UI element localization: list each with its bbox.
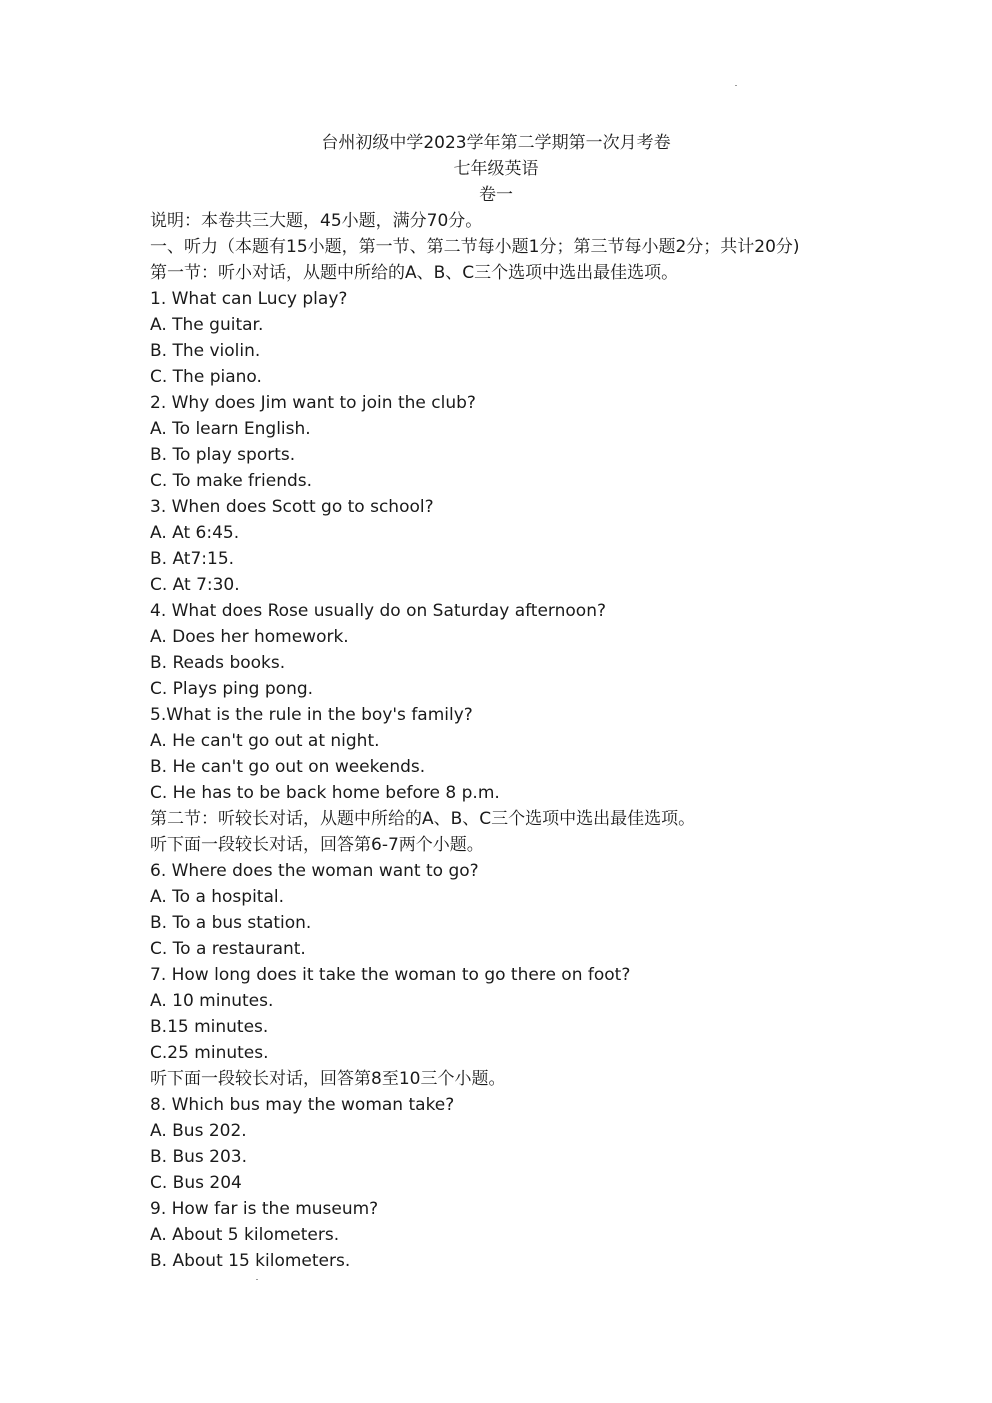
- option: A. At 6:45.: [150, 523, 240, 543]
- exam-title: 台州初级中学2023学年第二学期第一次月考卷: [321, 133, 671, 153]
- scan-speck: [735, 85, 737, 86]
- option: A. To learn English.: [150, 419, 311, 439]
- part-heading: 第一节：听小对话，从题中所给的A、B、C三个选项中选出最佳选项。: [150, 263, 679, 283]
- option: A. To a hospital.: [150, 887, 285, 907]
- option: A. He can't go out at night.: [150, 731, 380, 751]
- exam-subject: 七年级英语: [453, 159, 539, 179]
- instructions: 说明：本卷共三大题，45小题，满分70分。: [150, 211, 483, 231]
- option: B.15 minutes.: [150, 1017, 269, 1037]
- option: C. The piano.: [150, 367, 262, 387]
- option: B. At7:15.: [150, 549, 235, 569]
- question: 9. How far is the museum?: [150, 1199, 379, 1219]
- option: C. Bus 204: [150, 1173, 242, 1193]
- option: A. 10 minutes.: [150, 991, 274, 1011]
- option: C. To a restaurant.: [150, 939, 306, 959]
- option: C. At 7:30.: [150, 575, 240, 595]
- option: C. To make friends.: [150, 471, 313, 491]
- dialogue-instruction: 听下面一段较长对话，回答第8至10三个小题。: [150, 1069, 506, 1089]
- exam-volume: 卷一: [479, 185, 513, 205]
- exam-body: [150, 208, 870, 1274]
- option: B. He can't go out on weekends.: [150, 757, 426, 777]
- option: C. He has to be back home before 8 p.m.: [150, 783, 500, 803]
- option: B. To play sports.: [150, 445, 296, 465]
- question: 1. What can Lucy play?: [150, 289, 348, 309]
- option: B. About 15 kilometers.: [150, 1251, 351, 1271]
- option: B. Reads books.: [150, 653, 286, 673]
- question: 2. Why does Jim want to join the club?: [150, 393, 476, 413]
- dialogue-instruction: 听下面一段较长对话，回答第6-7两个小题。: [150, 835, 484, 855]
- option: C. Plays ping pong.: [150, 679, 314, 699]
- question: 3. When does Scott go to school?: [150, 497, 434, 517]
- option: B. Bus 203.: [150, 1147, 248, 1167]
- question: 6. Where does the woman want to go?: [150, 861, 479, 881]
- option: B. The violin.: [150, 341, 261, 361]
- section-heading: 一、听力（本题有15小题，第一节、第二节每小题1分；第三节每小题2分；共计20分): [150, 237, 800, 257]
- exam-header: [0, 130, 992, 208]
- option: A. About 5 kilometers.: [150, 1225, 340, 1245]
- option: C.25 minutes.: [150, 1043, 269, 1063]
- question: 7. How long does it take the woman to go there on foot?: [150, 965, 631, 985]
- question: 4. What does Rose usually do on Saturday afternoon?: [150, 601, 606, 621]
- option: B. To a bus station.: [150, 913, 312, 933]
- question: 8. Which bus may the woman take?: [150, 1095, 455, 1115]
- option: A. The guitar.: [150, 315, 264, 335]
- scan-speck: [256, 1279, 258, 1280]
- question: 5.What is the rule in the boy's family?: [150, 705, 473, 725]
- option: A. Bus 202.: [150, 1121, 247, 1141]
- option: A. Does her homework.: [150, 627, 349, 647]
- part-heading: 第二节：听较长对话，从题中所给的A、B、C三个选项中选出最佳选项。: [150, 809, 696, 829]
